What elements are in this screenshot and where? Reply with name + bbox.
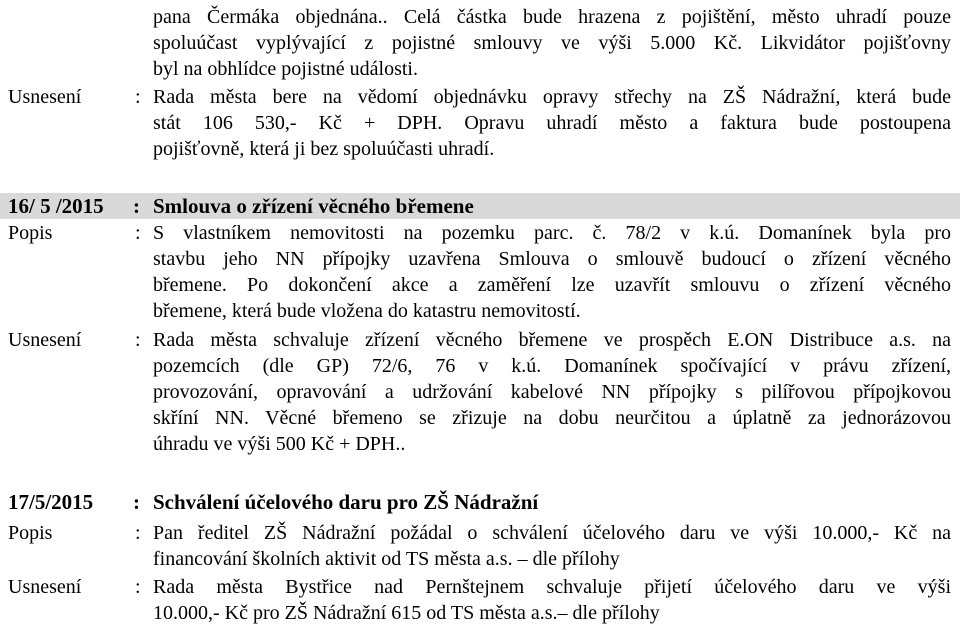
colon-separator: : [135, 329, 141, 351]
item-number: 17/5/2015 [8, 490, 94, 514]
colon-separator: : [133, 490, 140, 514]
usneseni-label: Usnesení [8, 576, 82, 598]
usneseni-line: úhradu ve výši 500 Kč + DPH.. [153, 433, 406, 455]
colon-separator: : [135, 576, 141, 598]
popis-line: Pan ředitel ZŠ Nádražní požádal o schválení účelového daru ve výši 10.000,- Kč na [153, 522, 951, 544]
colon-separator: : [135, 86, 141, 108]
paragraph-line: byl na obhlídce pojistné události. [153, 58, 418, 80]
colon-separator: : [135, 522, 141, 544]
popis-label: Popis [8, 222, 53, 244]
paragraph-line: pana Čermáka objednána.. Celá částka bude hrazena z pojištění, město uhradí pouze [153, 6, 951, 28]
usneseni-line: 10.000,- Kč pro ZŠ Nádražní 615 od TS města a.s.– dle přílohy [153, 602, 660, 624]
section-heading-17 [0, 489, 960, 515]
paragraph-line: spoluúčast vyplývající z pojistné smlouvy ve výši 5.000 Kč. Likvidátor pojišťovny [153, 32, 951, 54]
popis-line: S vlastníkem nemovitosti na pozemku parc. č. 78/2 v k.ú. Domanínek byla pro [153, 222, 951, 244]
popis-line: financování školních aktivit od TS města a.s. – dle přílohy [153, 548, 620, 570]
usneseni-line: Rada města schvaluje zřízení věcného břemene ve prospěch E.ON Distribuce a.s. na [153, 329, 951, 351]
usneseni-label: Usnesení [8, 86, 82, 108]
item-number: 16/ 5 /2015 [8, 194, 104, 218]
usneseni-line: Rada města Bystřice nad Pernštejnem schvaluje přijetí účelového daru ve výši [153, 576, 951, 598]
popis-label: Popis [8, 522, 53, 544]
popis-line: břemene. Po dokončení akce a zaměření lze uzavřít smlouvu o zřízení věcného [153, 274, 951, 296]
usneseni-line: Rada města bere na vědomí objednávku opravy střechy na ZŠ Nádražní, která bude [153, 86, 951, 108]
item-title: Smlouva o zřízení věcného břemene [153, 194, 474, 218]
colon-separator: : [135, 222, 141, 244]
usneseni-line: pojišťovně, která ji bez spoluúčasti uhradí. [153, 138, 495, 160]
usneseni-label: Usnesení [8, 329, 82, 351]
colon-separator: : [133, 194, 140, 218]
popis-line: břemene, která bude vložena do katastru nemovitostí. [153, 300, 581, 322]
usneseni-line: pozemcích (dle GP) 72/6, 76 v k.ú. Domanínek spočívající v právu zřízení, [153, 355, 951, 377]
usneseni-line: skříní NN. Věcné břemeno se zřizuje na dobu neurčitou a úplatně za jednorázovou [153, 407, 951, 429]
section-heading-16 [0, 193, 960, 219]
popis-line: stavbu jeho NN přípojky uzavřena Smlouva o smlouvě budoucí o zřízení věcného [153, 248, 951, 270]
usneseni-line: stát 106 530,- Kč + DPH. Opravu uhradí město a faktura bude postoupena [153, 112, 951, 134]
item-title: Schválení účelového daru pro ZŠ Nádražní [153, 490, 539, 514]
usneseni-line: provozování, opravování a udržování kabelové NN přípojky s pilířovou přípojkovou [153, 381, 951, 403]
